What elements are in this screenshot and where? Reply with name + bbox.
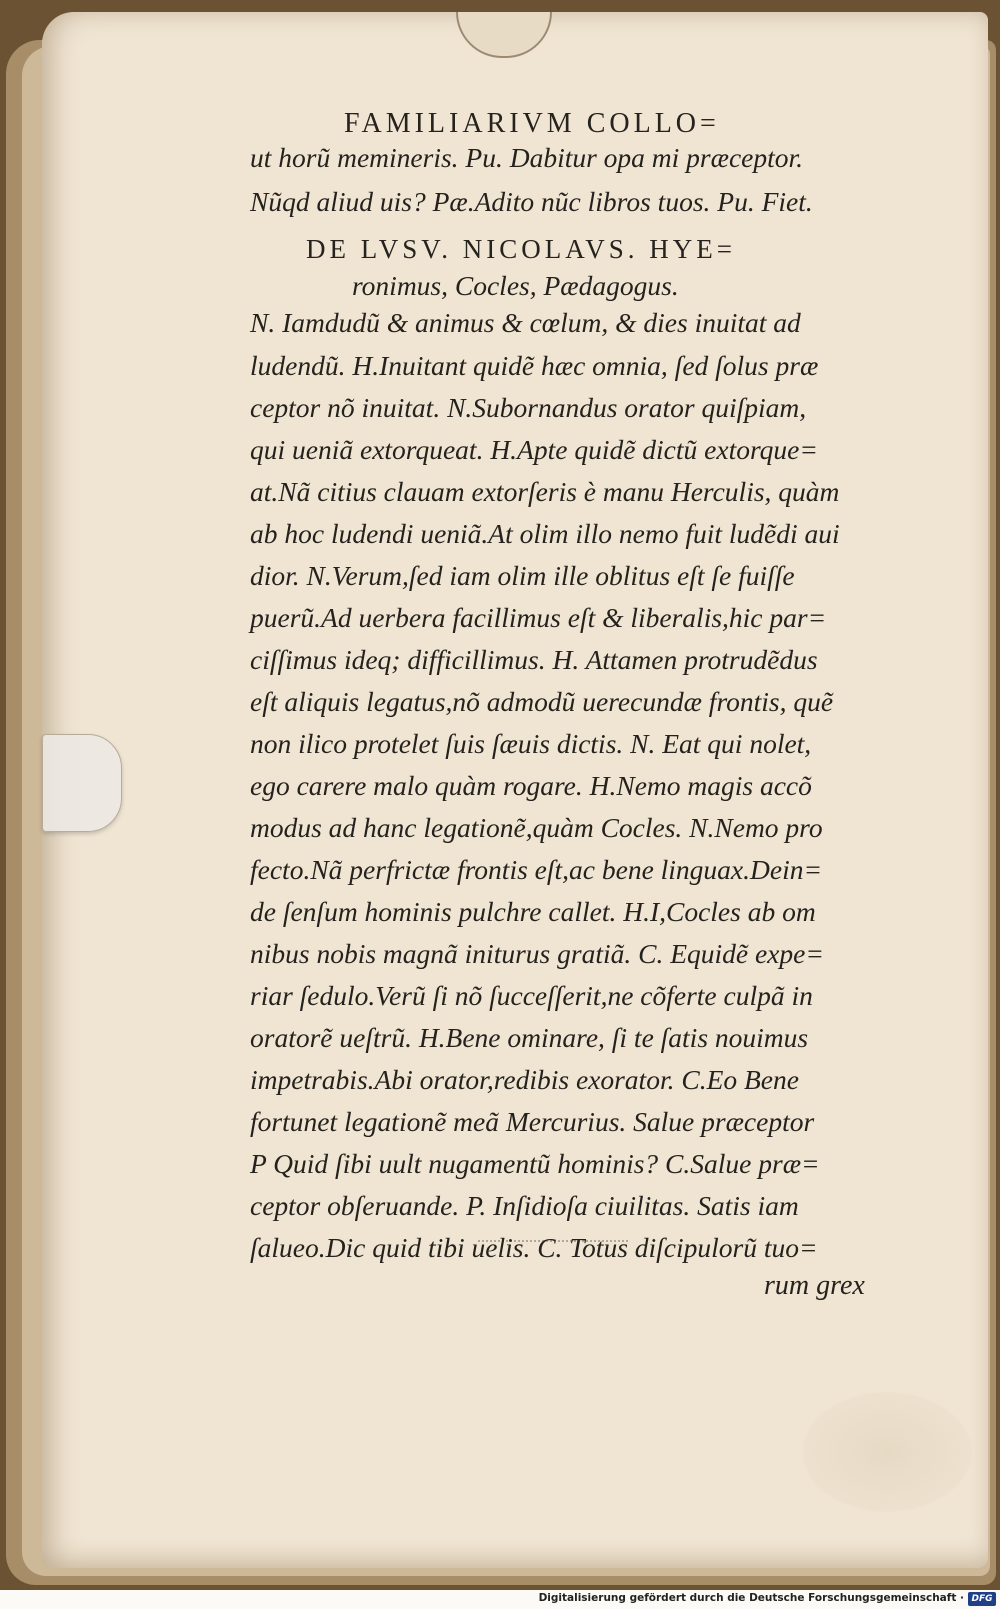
text-line: P Quid ſibi uult nugamentũ hominis? C.Salue præ= <box>250 1148 820 1179</box>
text-line: N. Iamdudũ & animus & cœlum, & dies inuitat ad <box>250 307 801 338</box>
text-line: impetrabis.Abi orator,redibis exorator. C.Eo Bene <box>250 1064 799 1095</box>
text-line: fecto.Nã perfrictæ frontis eſt,ac bene linguax.Dein= <box>250 854 823 885</box>
text-line: ludendũ. H.Inuitant quidẽ hæc omnia, ſed ſolus præ <box>250 350 819 381</box>
text-line: puerũ.Ad uerbera facillimus eſt & liberalis,hic par= <box>250 602 827 633</box>
text-line: Nũqd aliud uis? Pæ.Adito nũc libros tuos. Pu. Fiet. <box>250 186 813 217</box>
dfg-logo: DFG <box>968 1592 996 1606</box>
text-line: riar ſedulo.Verũ ſi nõ ſucceſſerit,ne cõferte culpã in <box>250 980 813 1011</box>
page-notch <box>456 12 552 58</box>
paper-stain <box>802 1392 972 1512</box>
text-line: eſt aliquis legatus,nõ admodũ uerecundæ frontis, quẽ <box>250 686 834 717</box>
text-line: fortunet legationẽ meã Mercurius. Salue præceptor <box>250 1106 815 1137</box>
dotted-rule <box>478 1240 628 1242</box>
text-line: de ſenſum hominis pulchre callet. H.I,Cocles ab om <box>250 896 816 927</box>
text-line: ceptor nõ inuitat. N.Subornandus orator quiſpiam, <box>250 392 807 423</box>
footer-credit: Digitalisierung gefördert durch die Deutsche Forschungsgemeinschaft · <box>538 1592 964 1604</box>
running-head: FAMILIARIVM COLLO= <box>344 108 720 139</box>
text-line: ceptor obſeruande. P. Inſidioſa ciuilitas. Satis iam <box>250 1190 799 1221</box>
text-line: qui ueniã extorqueat. H.Apte quidẽ dictũ extorque= <box>250 434 818 465</box>
catchword: rum grex <box>764 1270 865 1301</box>
text-line: ſalueo.Dic quid tibi uelis. C. Totus diſcipulorũ tuo= <box>250 1232 818 1263</box>
page-clip <box>42 734 122 832</box>
text-line: at.Nã citius clauam extorſeris è manu Herculis, quàm <box>250 476 840 507</box>
text-line: modus ad hanc legationẽ,quàm Cocles. N.Nemo pro <box>250 812 823 843</box>
text-line: ego carere malo quàm rogare. H.Nemo magis accõ <box>250 770 812 801</box>
text-line: dior. N.Verum,ſed iam olim ille oblitus eſt ſe fuiſſe <box>250 560 795 591</box>
text-line: oratorẽ ueſtrũ. H.Bene ominare, ſi te ſatis nouimus <box>250 1022 809 1053</box>
text-line: ab hoc ludendi ueniã.At olim illo nemo fuit ludẽdi aui <box>250 518 840 549</box>
text-line: ut horũ memineris. Pu. Dabitur opa mi præceptor. <box>250 142 804 173</box>
text-line: nibus nobis magnã initurus gratiã. C. Equidẽ expe= <box>250 938 824 969</box>
text-line: non ilico protelet ſuis ſæuis dictis. N. Eat qui nolet, <box>250 728 812 759</box>
section-subtitle: ronimus, Cocles, Pædagogus. <box>352 270 679 301</box>
section-title: DE LVSV. NICOLAVS. HYE= <box>306 234 737 264</box>
text-line: ciſſimus ideq; difficillimus. H. Attamen protrudẽdus <box>250 644 818 675</box>
